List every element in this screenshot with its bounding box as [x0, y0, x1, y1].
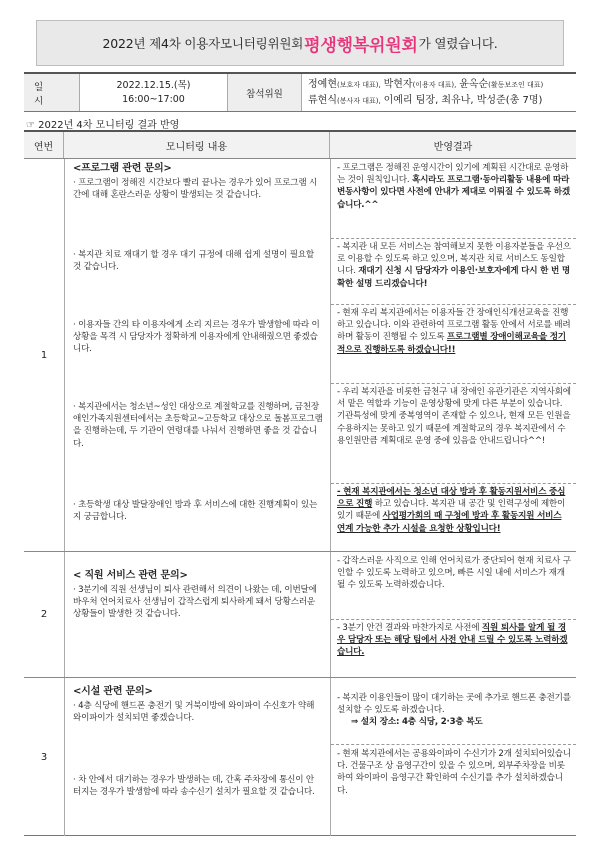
- title-banner: [36, 20, 564, 66]
- divider: [331, 744, 576, 745]
- result-item: [337, 307, 572, 356]
- attendees-label: 참석위원: [228, 74, 302, 111]
- date-value: [80, 74, 228, 111]
- row-content: [65, 678, 331, 836]
- title-highlight: 평생행복위원회: [304, 35, 418, 56]
- attendee-role: (봉사자 대표),: [336, 96, 381, 105]
- attendee-role: (이용자 대표),: [412, 80, 457, 89]
- result-text: - 3분기 안건 결과와 마찬가지로 사전에: [337, 623, 480, 633]
- result-text: 하고 있습니다. 복지관 내 공간 및 인력구성에 제한이 있기 때문에: [337, 499, 566, 522]
- attendee-name: 박현자: [383, 78, 413, 90]
- table-row: [24, 552, 576, 678]
- row-result: [331, 552, 576, 677]
- content-item: · 초등학생 대상 발달장애인 방과 후 서비스에 대한 진행계획이 있는 지 궁금합니다.: [73, 500, 318, 523]
- header-result: 반영결과: [433, 141, 473, 153]
- category-title: <시설 관련 문의>: [73, 686, 153, 697]
- attendees-line1: [308, 77, 543, 93]
- content-item: · 프로그램이 정해진 시간보다 빨리 끝나는 경우가 있어 프로그램 시간에 대해 혼란스러운 상황이 발생되는 것 같습니다.: [73, 178, 318, 201]
- content-item: · 복지관 치료 재대기 할 경우 대기 규정에 대해 쉽게 설명이 필요할 것 같습니다.: [73, 250, 315, 273]
- date-line2: 16:00~17:00: [122, 93, 185, 105]
- result-item: [337, 622, 572, 659]
- result-text: - 프로그램은 정해진 운영시간이 있기에 계획된 시간대로 운영하는 것이 원칙입니다.: [337, 163, 569, 186]
- content-item: · 차 안에서 대기하는 경우가 발생하는 데, 간혹 주차장에 통신이 안 터지는 경우가 발생함에 따라 송수신기 설치가 필요할 것 같습니다.: [73, 775, 315, 798]
- result-emphasis: 사업평가회의 때 구청에 방과 후 활동지원 서비스 연계 가능한 추가 시설을 요청한 상황입니다!: [337, 511, 562, 534]
- row-result: [331, 159, 576, 551]
- row-content: [65, 552, 331, 677]
- result-item: [337, 241, 572, 290]
- table-row: [24, 159, 576, 552]
- attendees-value: [302, 74, 576, 111]
- row-result: [331, 678, 576, 836]
- result-emphasis: 재대기 신청 시 담당자가 이용인·보호자에게 다시 한 번 명확한 설명 드리겠습니다!: [337, 266, 571, 289]
- divider: [331, 483, 576, 484]
- header-no: 연번: [24, 132, 64, 158]
- result-text: - 우리 복지관을 비롯한 금천구 내 장애인 유관기관은 지역사회에서 맡은 역할과 기능이 운영상황에 맞게 다른 부분이 있습니다. 기관특성에 맞게 중복영역이 존재할 수 있으나, 현재 모든 인원을 수용하지는 못하고 있기 때문에 계절학교의 경우 복지관에서 수용인원만큼 계획대로 운영 중에 있음을 안내드립니다^^!: [337, 387, 571, 446]
- attendee-role: (활동보조인 대표): [488, 80, 544, 89]
- result-item: [337, 386, 572, 447]
- table-header: [24, 132, 576, 159]
- install-location: ⇒ 설치 장소: 4층 식당, 2·3층 복도: [351, 717, 483, 728]
- result-item: [337, 162, 572, 211]
- category-title: <프로그램 관련 문의>: [73, 163, 172, 174]
- result-item: [337, 486, 572, 535]
- attendees-line2: [308, 93, 542, 109]
- result-text: - 복지관 내 모든 서비스는 참여해보지 못한 이용자분들을 우선으로 이용할 수 있도록 하고 있으며, 복지관 치료 서비스도 동일합니다.: [337, 242, 571, 277]
- result-text: - 갑작스러운 사직으로 인해 언어치료가 중단되어 현재 치료사 구인할 수 있도록 노력하고 있으며, 빠른 시일 내에 서비스가 재개 될 수 있도록 노력하겠습니다.: [337, 556, 571, 591]
- content-item: · 이용자들 간의 타 이용자에게 소리 지르는 경우가 발생함에 따라 이 상황을 목격 시 담당자가 정확하게 이용자에게 안내해줬으면 좋겠습니다.: [73, 320, 320, 355]
- attendee-name: 정예현: [308, 78, 337, 90]
- table-row: [24, 678, 576, 836]
- result-emphasis: 혹시라도 프로그램·동아리활동 내용에 따라 변동사항이 있다면 사전에 안내가 제대로 이뤄질 수 있도록 하겠습니다.^^: [337, 175, 570, 210]
- attendee-name: 류현식: [308, 94, 337, 106]
- attendee-name: 윤옥순: [459, 78, 489, 90]
- section-heading: ☞ 2022년 4차 모니터링 결과 반영: [26, 120, 180, 131]
- attendee-role: (보호자 대표),: [336, 80, 381, 89]
- row-number: 1: [24, 159, 65, 551]
- title-suffix: 가 열렸습니다.: [418, 36, 498, 51]
- date-label: 일 시: [24, 74, 80, 111]
- result-text: - 현재 우리 복지관에서는 이용자들 간 장애인식개선교육을 진행하고 있습니다. 이와 관련하여 프로그램 활동 안에서 서로를 배려하며 활동이 진행될 수 있도록: [337, 308, 571, 343]
- result-item: [337, 748, 572, 797]
- title-prefix: 2022년 제4차 이용자모니터링위원회: [102, 36, 304, 51]
- result-text: - 복지관 이용인들이 많이 대기하는 곳에 추가로 핸드폰 충전기를 설치할 수 있도록 하겠습니다.: [337, 693, 571, 716]
- divider: [331, 238, 576, 239]
- info-table: [24, 72, 576, 112]
- result-item: [337, 692, 572, 729]
- content-item: · 3분기에 직원 선생님이 퇴사 관련해서 의견이 나왔는 데, 이번달에 바우처 언어치료사 선생님이 갑작스럽게 퇴사하게 돼서 당황스러운 상황들이 발생한 것 같습니다.: [73, 585, 317, 620]
- divider: [331, 619, 576, 620]
- row-number: 2: [24, 552, 65, 677]
- result-emphasis: 프로그램별 장애이해교육을 정기적으로 진행하도록 하겠습니다!!: [337, 332, 566, 355]
- result-emphasis: - 현재 복지관에서는 청소년 대상 방과 후 활동지원서비스 중심으로 진행: [337, 487, 566, 510]
- result-item: [337, 555, 572, 592]
- divider: [331, 383, 576, 384]
- content-item: · 4층 식당에 핸드폰 충전기 및 거북이방에 와이파이 수신호가 약해 와이파이가 설치되면 좋겠습니다.: [73, 701, 315, 724]
- category-title: < 직원 서비스 관련 문의>: [73, 570, 188, 581]
- result-emphasis: 직원 퇴사를 알게 될 경우 담당자 또는 해당 팀에서 사전 안내 드릴 수 있도록 노력하겠습니다.: [337, 623, 568, 658]
- divider: [331, 304, 576, 305]
- header-content: 모니터링 내용: [64, 132, 330, 158]
- row-content: [65, 159, 331, 551]
- attendee-others: 이예리 팀장, 최유나, 박성준(총 7명): [383, 94, 543, 106]
- row-number: 3: [24, 678, 65, 836]
- date-line1: 2022.12.15.(목): [116, 79, 191, 91]
- content-item: · 복지관에서는 청소년~성인 대상으로 계절학교를 진행하며, 금천장애인가족지원센터에서는 초등학교~고등학교 대상으로 돌봄프로그램을 진행하는데, 두 기관이 연령대를 나눠서 진행하면 좋을 것 같습니다.: [73, 402, 323, 449]
- results-table: [24, 130, 576, 836]
- result-text: - 현재 복지관에서는 공용와이파이 수신기가 2개 설치되어있습니다. 건물구조 상 음영구간이 있을 수 있으며, 외부주차장을 비롯하여 와이파이 음영구간 확인하여 수신기를 추가 설치하겠습니다.: [337, 749, 572, 796]
